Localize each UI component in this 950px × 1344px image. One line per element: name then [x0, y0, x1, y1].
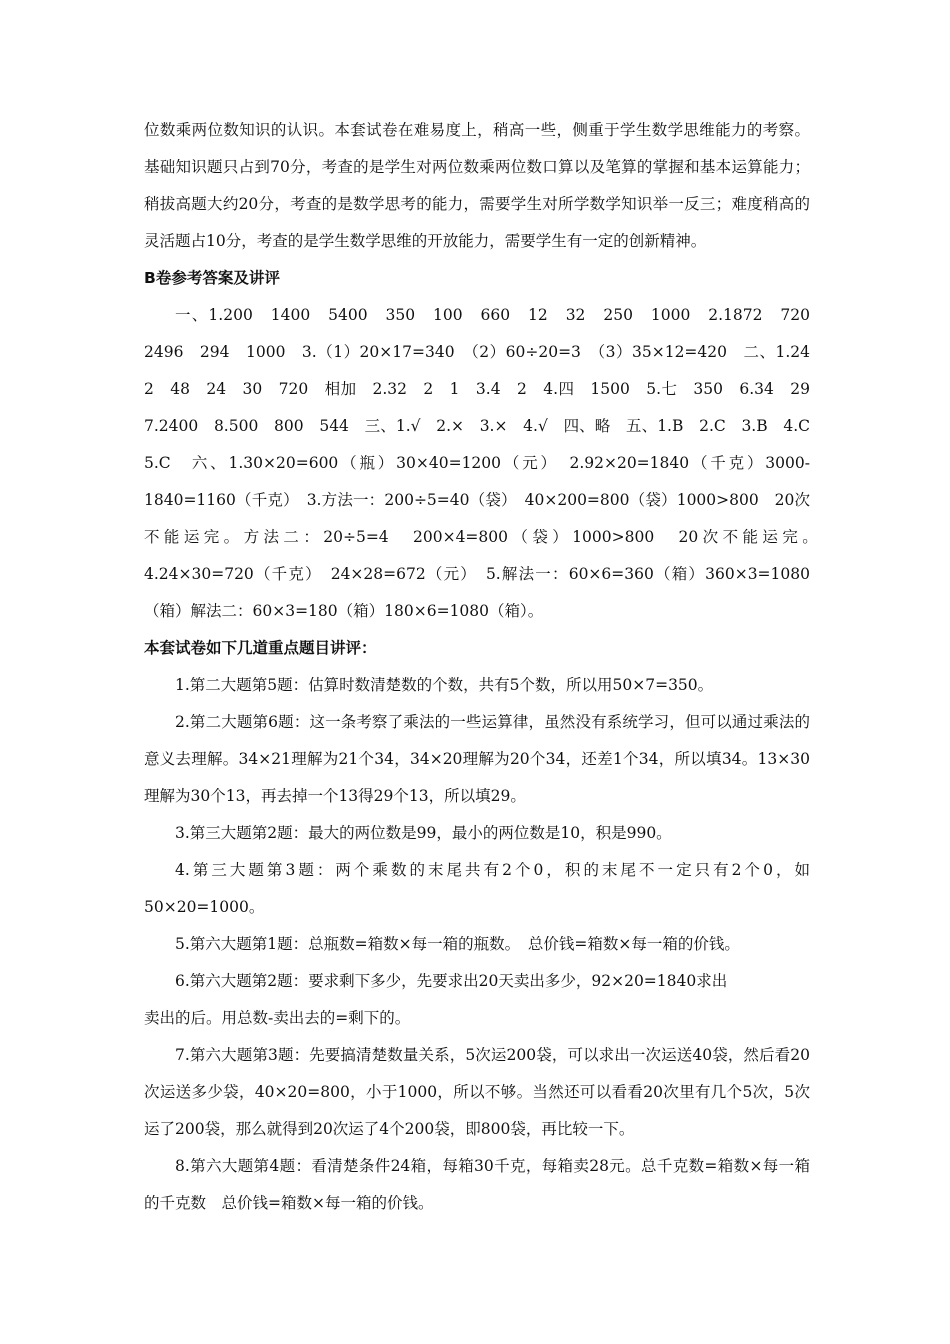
review-heading: 本套试卷如下几道重点题目讲评： [144, 639, 377, 657]
review-item-2: 2.第二大题第6题：这一条考察了乘法的一些运算律，虽然没有系统学习，但可以通过乘法的意义去理解。34×21理解为21个34，34×20理解为20个34，还差1个34，所以填34。13×30理解为30个13，再去掉一个13得29个13，所以填29。 [144, 713, 810, 805]
answers-heading: B卷参考答案及讲评 [144, 269, 280, 287]
review-item-6-continuation: 卖出的后。用总数-卖出去的=剩下的。 [144, 1009, 411, 1027]
review-item-6: 6.第六大题第2题：要求剩下多少，先要求出20天卖出多少，92×20=1840求出 [175, 972, 728, 990]
review-item-7: 7.第六大题第3题：先要搞清楚数量关系，5次运200袋，可以求出一次运送40袋，然后看20次运送多少袋，40×20=800，小于1000，所以不够。当然还可以看看20次里有几个5次，5次运了200袋，那么就得到20次运了4个200袋，即800袋，再比较一下。 [144, 1046, 810, 1138]
document-page [144, 112, 826, 1222]
review-item-5: 5.第六大题第1题：总瓶数=箱数×每一箱的瓶数。 总价钱=箱数×每一箱的价钱。 [175, 935, 740, 953]
review-item-3: 3.第三大题第2题：最大的两位数是99，最小的两位数是10，积是990。 [175, 824, 672, 842]
review-item-1: 1.第二大题第5题：估算时数清楚数的个数，共有5个数，所以用50×7=350。 [175, 676, 714, 694]
review-item-4: 4.第三大题第3题：两个乘数的末尾共有2个0，积的末尾不一定只有2个0，如50×20=1000。 [144, 861, 810, 916]
answers-paragraph: 一、1.200 1400 5400 350 100 660 12 32 250 1000 2.1872 720 2496 294 1000 3.（1）20×17=340 （2）60÷20=3 （3）35×12=420 二、1.24 2 48 24 30 720 相加 2.32 2 1 3.4 2 4.四 1500 5.七 350 6.34 29 7.2400 8.500 800 544 三、1.√ 2.× 3.× 4.√ 四、略 五、1.B 2.C 3.B 4.C 5.C 六、1.30×20=600（瓶）30×40=1200（元） 2.92×20=1840（千克）3000-1840=1160（千克） 3.方法一：200÷5=40（袋） 40×200=800（袋）1000>800 20次不能运完。方法二：20÷5=4 200×4=800（袋）1000>800 20次不能运完。 4.24×30=720（千克） 24×28=672（元） 5.解法一：60×6=360（箱）360×3=1080（箱）解法二：60×3=180（箱）180×6=1080（箱）。 [144, 306, 826, 620]
intro-paragraph: 位数乘两位数知识的认识。本套试卷在难易度上，稍高一些，侧重于学生数学思维能力的考察。基础知识题只占到70分，考查的是学生对两位数乘两位数口算以及笔算的掌握和基本运算能力；稍拔高题大约20分，考查的是数学思考的能力，需要学生对所学数学知识举一反三；难度稍高的灵活题占10分，考查的是学生数学思维的开放能力，需要学生有一定的创新精神。 [144, 121, 810, 250]
review-item-8: 8.第六大题第4题：看清楚条件24箱，每箱30千克，每箱卖28元。总千克数=箱数×每一箱的千克数 总价钱=箱数×每一箱的价钱。 [144, 1157, 810, 1212]
